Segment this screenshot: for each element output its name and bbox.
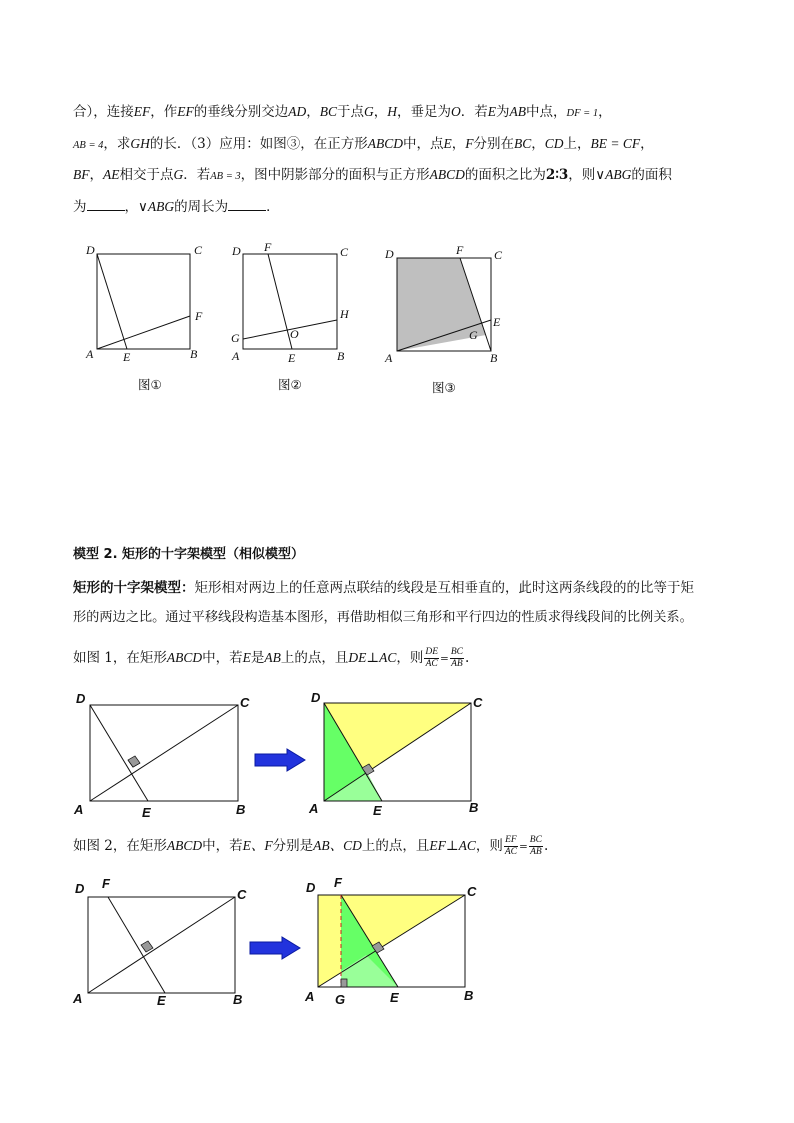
problem-line-3: BF，AE相交于点G．若AB = 3，图中阴影部分的面积与正方形ABCD的面积之比为2∶3，则∨ABG的面积 (73, 167, 672, 183)
fig1-label-A: A (86, 347, 94, 361)
fig3-label-F: F (456, 243, 464, 257)
fig2-caption: 图② (278, 377, 302, 392)
diagA-label-E: E (142, 805, 151, 820)
diagB-label-B: B (233, 992, 243, 1007)
diagA2-label-D: D (311, 690, 321, 705)
model2-case2: 如图 2，在矩形ABCD中，若E、F分别是AB、CD上的点，且EF⊥AC，则 $\frac{EF}{AC}$ = $\frac{BC}{AB}$ . (73, 835, 549, 857)
diagB2-label-D: D (306, 880, 316, 895)
diagB-label-D: D (75, 881, 85, 896)
problem-line-4: 为 ，∨ABG的周长为 ． (73, 199, 280, 215)
fig2-label-A: A (232, 349, 240, 363)
fig2-label-D: D (232, 244, 241, 258)
diagram-1-right (306, 688, 506, 818)
problem-line-1: 合），连接EF，作EF的垂线分别交边AD，BC于点G，H，垂足为O．若E为AB中点，DF = 1， (73, 104, 612, 120)
diagram-2-right (300, 875, 500, 1015)
fig2-label-O: O (290, 327, 299, 341)
fig1-label-D: D (86, 243, 95, 257)
answer-blank-area (87, 198, 125, 211)
fig3-label-D: D (385, 247, 394, 261)
fig3-label-B: B (490, 351, 498, 365)
fig1-label-F: F (195, 309, 203, 323)
diagB-label-A: A (73, 991, 83, 1006)
diagA2-label-A: A (309, 801, 319, 816)
fig1-label-E: E (123, 350, 131, 364)
model2-desc-2: 形的两边之比。通过平移线段构造基本图形，再借助相似三角形和平行四边的性质求得线段间的比例关系。 (73, 610, 693, 625)
diagA-label-C: C (240, 695, 250, 710)
model2-desc-1: 矩形的十字架模型：矩形相对两边上的任意两点联结的线段是互相垂直的，此时这两条线段的的比等于矩 (73, 580, 694, 596)
fig2-label-B: B (337, 349, 345, 363)
diagB-label-C: C (237, 887, 247, 902)
diagB2-label-E: E (390, 990, 399, 1005)
diagA-label-A: A (74, 802, 84, 817)
fig1-label-C: C (194, 243, 203, 257)
diagB-label-E: E (157, 993, 166, 1008)
figure-1 (80, 240, 220, 370)
arrow-1 (253, 748, 313, 772)
diagB2-label-G: G (335, 992, 346, 1007)
diagB2-label-B: B (464, 988, 474, 1003)
diagB2-label-C: C (467, 884, 477, 899)
fig1-caption: 图① (138, 377, 162, 392)
diagram-1-left (70, 688, 270, 818)
fig3-label-C: C (494, 248, 503, 262)
diagA2-label-C: C (473, 695, 483, 710)
diagB2-label-F: F (334, 875, 342, 890)
fig2-label-G: G (231, 331, 240, 345)
diagA-label-D: D (76, 691, 86, 706)
arrow-2 (248, 936, 308, 960)
fig2-label-C: C (340, 245, 349, 259)
fig2-label-H: H (340, 307, 349, 321)
fig2-label-E: E (288, 351, 296, 365)
fig2-label-F: F (264, 240, 272, 254)
model2-heading: 模型 2. 矩形的十字架模型（相似模型） (73, 547, 305, 562)
problem-line-2: AB = 4，求GH的长．（3）应用：如图③，在正方形ABCD中，点E，F分别在BC，CD上，BE = CF， (73, 136, 654, 152)
fig3-label-G: G (469, 328, 478, 342)
diagA2-label-E: E (373, 803, 382, 818)
fig3-caption: 图③ (432, 380, 456, 395)
fig1-label-B: B (190, 347, 198, 361)
diagB-label-F: F (102, 876, 110, 891)
fig3-label-A: A (385, 351, 393, 365)
figure-2 (228, 240, 368, 370)
model2-case1: 如图 1，在矩形ABCD中，若E是AB上的点，且DE⊥AC，则 $\frac{DE}{AC}$ = $\frac{BC}{AB}$ . (73, 647, 470, 669)
diagB2-label-A: A (305, 989, 315, 1004)
answer-blank-perimeter (228, 198, 266, 211)
diagram-2-left (70, 875, 270, 1010)
diagA-label-B: B (236, 802, 246, 817)
diagA2-label-B: B (469, 800, 479, 815)
figure-3 (380, 240, 520, 370)
fig3-label-E: E (493, 315, 501, 329)
